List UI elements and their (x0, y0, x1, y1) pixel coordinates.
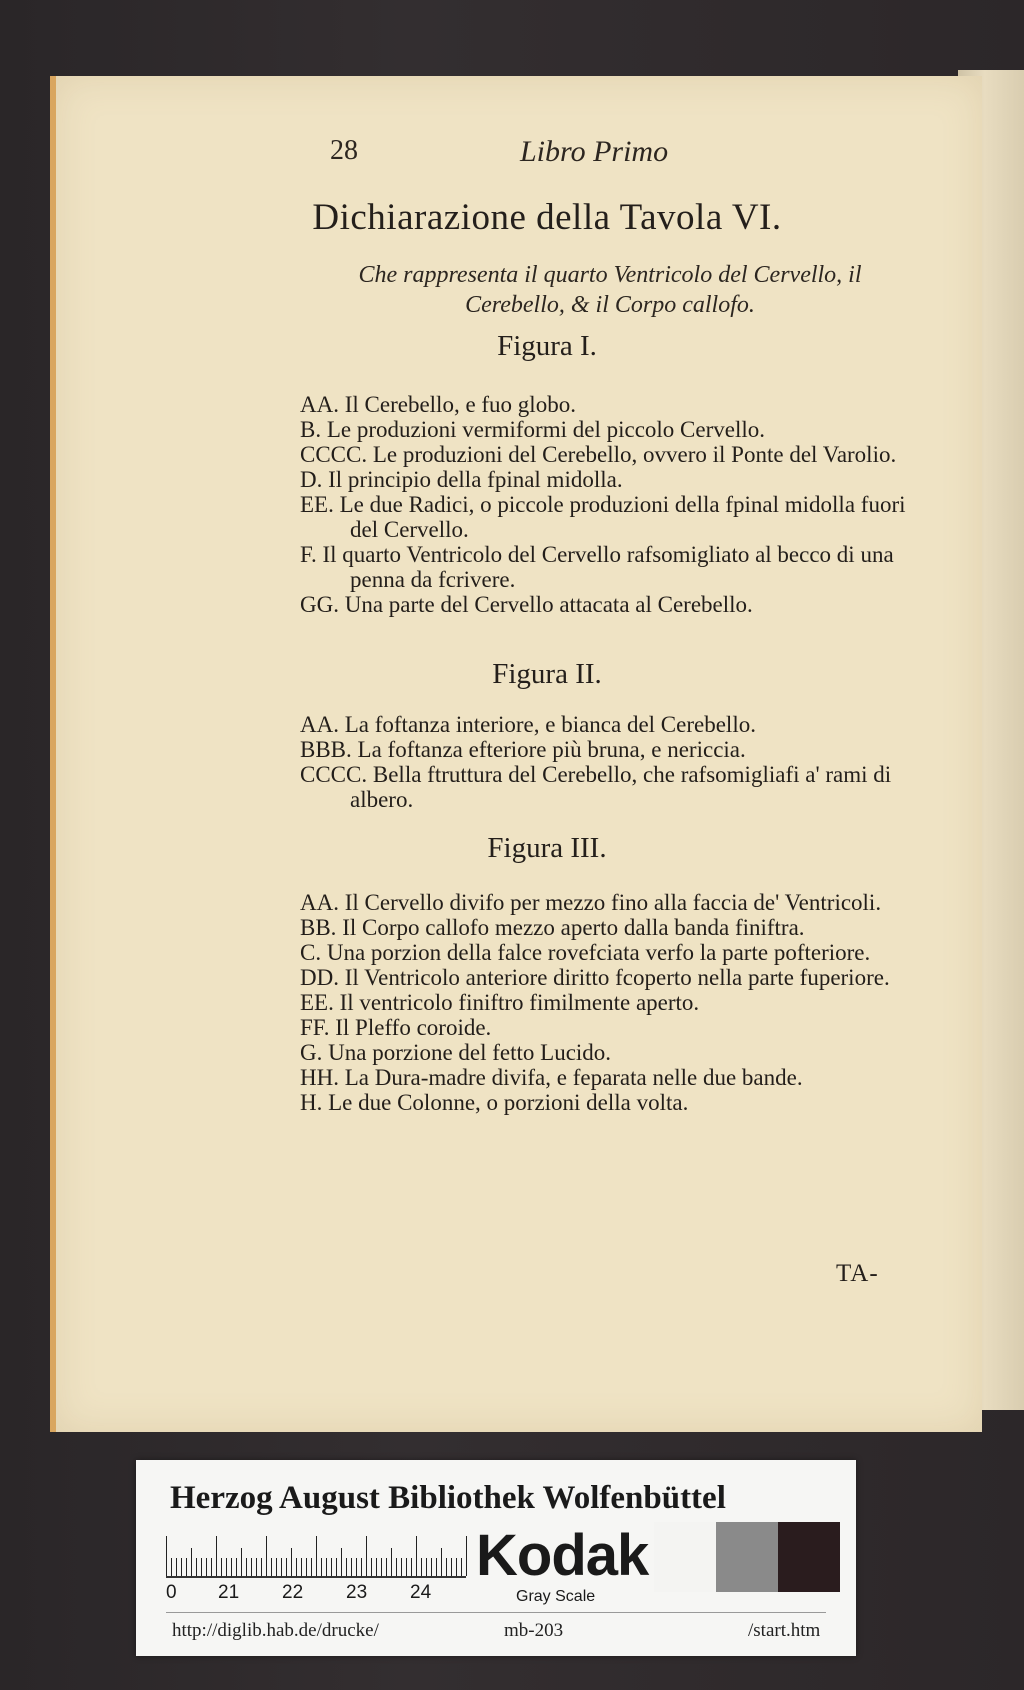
ruler-tick (296, 1558, 297, 1576)
ruler-tick (456, 1558, 457, 1576)
black-swatch (778, 1522, 840, 1592)
figure-2-entries (300, 712, 925, 812)
list-item: GG. Una parte del Cervello attacata al Cerebello. (300, 592, 753, 617)
catchword: TA- (836, 1260, 879, 1287)
ruler-tick (466, 1536, 467, 1576)
ruler-label: 21 (218, 1582, 240, 1603)
url-base: http://diglib.hab.de/drucke/ (172, 1620, 379, 1641)
ruler-tick (261, 1558, 262, 1576)
list-item: H. Le due Colonne, o porzioni della volta. (300, 1090, 689, 1115)
list-item: F. Il quarto Ventricolo del Cervello rafsomigliato al becco di una penna da fcrivere. (300, 542, 894, 592)
ruler-tick (216, 1536, 217, 1576)
ruler-tick (191, 1548, 192, 1576)
ruler-tick (266, 1536, 267, 1576)
ruler (166, 1532, 466, 1578)
ruler-tick (326, 1558, 327, 1576)
list-item: CCCC. Bella ftruttura del Cerebello, che rafsomigliafi a' rami di albero. (300, 762, 892, 812)
ruler-tick (451, 1558, 452, 1576)
figure-3-entries (300, 890, 925, 1115)
ruler-tick (276, 1558, 277, 1576)
list-item: AA. Il Cervello divifo per mezzo fino alla faccia de' Ventricoli. (300, 890, 882, 915)
ruler-tick (166, 1536, 167, 1576)
page-subtitle: Che rappresenta il quarto Ventricolo del Cervello, il Cerebello, & il Corpo callofo. (358, 262, 862, 318)
ruler-tick (221, 1558, 222, 1576)
ruler-tick (386, 1558, 387, 1576)
ruler-tick (346, 1558, 347, 1576)
ruler-tick (361, 1558, 362, 1576)
ruler-tick (241, 1548, 242, 1576)
ruler-tick (201, 1558, 202, 1576)
ruler-tick (286, 1558, 287, 1576)
page-header (0, 135, 1024, 175)
ruler-tick (381, 1558, 382, 1576)
list-item: BBB. La foftanza efteriore più bruna, e nericcia. (300, 737, 746, 762)
kodak-logo: Kodak (476, 1523, 649, 1588)
ruler-tick (181, 1558, 182, 1576)
list-item: C. Una porzion della falce rovefciata verfo la parte pofteriore. (300, 940, 871, 965)
ruler-tick (311, 1558, 312, 1576)
list-item: DD. Il Ventricolo anteriore diritto fcoperto nella parte fuperiore. (300, 965, 890, 990)
ruler-tick (271, 1558, 272, 1576)
ruler-tick (196, 1558, 197, 1576)
ruler-tick (176, 1558, 177, 1576)
list-item: G. Una porzione del fetto Lucido. (300, 1040, 612, 1065)
ruler-tick (441, 1548, 442, 1576)
figure-2-heading: Figura II. (492, 658, 602, 690)
ruler-tick (366, 1536, 367, 1576)
ruler-tick (336, 1558, 337, 1576)
ruler-tick (411, 1558, 412, 1576)
ruler-tick (341, 1548, 342, 1576)
page-number: 28 (330, 135, 358, 166)
ruler-tick (401, 1558, 402, 1576)
color-calibration-bar (136, 1460, 856, 1656)
gray-swatch (716, 1522, 778, 1592)
page-title: Dichiarazione della Tavola VI. (312, 197, 782, 238)
figure-1-heading: Figura I. (497, 330, 597, 362)
ruler-tick (316, 1536, 317, 1576)
list-item: AA. Il Cerebello, e fuo globo. (300, 392, 576, 417)
ruler-tick (236, 1558, 237, 1576)
list-item: BB. Il Corpo callofo mezzo aperto dalla banda finiftra. (300, 915, 805, 940)
list-item: B. Le produzioni vermiformi del piccolo Cervello. (300, 417, 765, 442)
list-item: HH. La Dura-madre divifa, e feparata nelle due bande. (300, 1065, 803, 1090)
ruler-label: 23 (346, 1582, 368, 1603)
ruler-tick (371, 1558, 372, 1576)
ruler-tick (306, 1558, 307, 1576)
ruler-tick (376, 1558, 377, 1576)
white-swatch (654, 1522, 716, 1592)
ruler-tick (291, 1548, 292, 1576)
ruler-tick (321, 1558, 322, 1576)
ruler-tick (416, 1536, 417, 1576)
ruler-label: 24 (410, 1582, 432, 1603)
ruler-tick (391, 1548, 392, 1576)
ruler-tick (356, 1558, 357, 1576)
ruler-tick (256, 1558, 257, 1576)
ruler-tick (406, 1558, 407, 1576)
list-item: FF. Il Pleffo coroide. (300, 1015, 492, 1040)
ruler-labels (166, 1582, 466, 1608)
ruler-tick (421, 1558, 422, 1576)
ruler-label: 22 (282, 1582, 304, 1603)
ruler-tick (251, 1558, 252, 1576)
ruler-tick (461, 1558, 462, 1576)
ruler-tick (396, 1558, 397, 1576)
list-item: EE. Il ventricolo finiftro fimilmente aperto. (300, 990, 700, 1015)
ruler-tick (226, 1558, 227, 1576)
running-head: Libro Primo (520, 135, 669, 168)
list-item: D. Il principio della fpinal midolla. (300, 467, 623, 492)
ruler-tick (186, 1558, 187, 1576)
url-code: mb-203 (504, 1620, 564, 1641)
ruler-tick (231, 1558, 232, 1576)
ruler-tick (246, 1558, 247, 1576)
ruler-tick (211, 1558, 212, 1576)
ruler-tick (331, 1558, 332, 1576)
ruler-tick (446, 1558, 447, 1576)
gray-scale-label: Gray Scale (516, 1588, 596, 1605)
ruler-label: 0 (166, 1582, 177, 1603)
figure-3-heading: Figura III. (487, 832, 607, 864)
list-item: AA. La foftanza interiore, e bianca del Cerebello. (300, 712, 756, 737)
list-item: CCCC. Le produzioni del Cerebello, ovvero il Ponte del Varolio. (300, 442, 897, 467)
ruler-tick (171, 1558, 172, 1576)
ruler-tick (281, 1558, 282, 1576)
ruler-tick (436, 1558, 437, 1576)
ruler-tick (351, 1558, 352, 1576)
ruler-tick (301, 1558, 302, 1576)
ruler-tick (431, 1558, 432, 1576)
ruler-tick (426, 1558, 427, 1576)
list-item: EE. Le due Radici, o piccole produzioni della fpinal midolla fuori del Cervello. (300, 492, 906, 542)
library-name: Herzog August Bibliothek Wolfenbüttel (170, 1480, 726, 1516)
url-suffix: /start.htm (748, 1620, 821, 1641)
divider (166, 1612, 826, 1613)
ruler-tick (206, 1558, 207, 1576)
figure-1-entries (300, 392, 925, 617)
